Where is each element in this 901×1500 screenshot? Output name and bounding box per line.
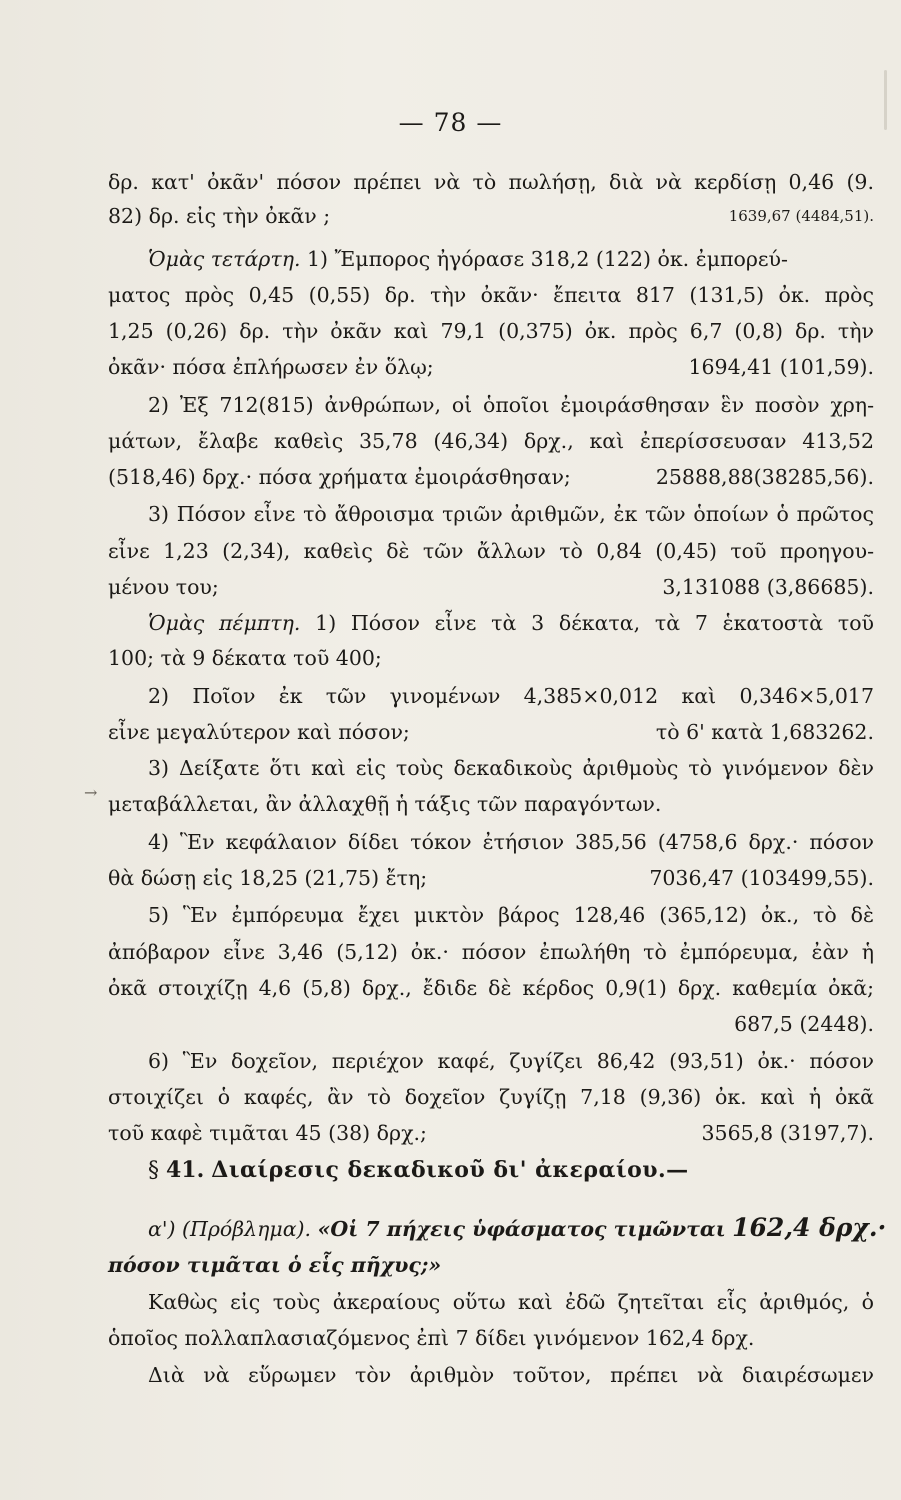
text-line: 2) Ἐξ 712(815) ἀνθρώπων, οἱ ὁποῖοι ἐμοιράσθησαν ἓν ποσὸν χρη-: [148, 393, 874, 417]
text-line: 5) Ἓν ἐμπόρευμα ἔχει μικτὸν βάρος 128,46 (365,12) ὀκ., τὸ δὲ: [148, 903, 874, 927]
text-line: μάτων, ἔλαβε καθεὶς 35,78 (46,34) δρχ., καὶ ἐπερίσσευσαν 413,52: [108, 429, 874, 453]
text-line: 82) δρ. εἰς τὴν ὀκᾶν ; 1639,67 (4484,51).: [108, 204, 874, 228]
text-line: εἶνε 1,23 (2,34), καθεὶς δὲ τῶν ἄλλων τὸ 0,84 (0,45) τοῦ προηγου-: [108, 539, 874, 563]
text-line: Ὁμὰς τετάρτη. 1) Ἔμπορος ἠγόρασε 318,2 (122) ὀκ. ἐμπορεύ-: [148, 247, 788, 271]
page-smudge: [884, 70, 887, 130]
section-heading: [148, 1150, 689, 1190]
text-line: 3) Δείξατε ὅτι καὶ εἰς τοὺς δεκαδικοὺς ἀριθμοὺς τὸ γινόμενον δὲν: [148, 756, 874, 780]
text-line: ὁποῖος πολλαπλασιαζόμενος ἐπὶ 7 δίδει γινόμενον 162,4 δρχ.: [108, 1326, 755, 1350]
text-line: ἀπόβαρον εἶνε 3,46 (5,12) ὀκ.· πόσον ἐπωλήθη τὸ ἐμπόρευμα, ἐὰν ἡ: [108, 940, 874, 964]
text-line: 100; τὰ 9 δέκατα τοῦ 400;: [108, 646, 382, 670]
text-line: 3) Πόσον εἶνε τὸ ἄθροισμα τριῶν ἀριθμῶν, ἐκ τῶν ὁποίων ὁ πρῶτος: [148, 502, 874, 526]
text-line: Διὰ νὰ εὕρωμεν τὸν ἀριθμὸν τοῦτον, πρέπει νὰ διαιρέσωμεν: [148, 1363, 874, 1387]
text-line: εἶνε μεγαλύτερον καὶ πόσον; τὸ 6' κατὰ 1,683262.: [108, 720, 874, 744]
problem-label: α') (Πρόβλημα).: [148, 1217, 312, 1241]
text-line: 2) Ποῖον ἐκ τῶν γινομένων 4,385×0,012 καὶ 0,346×5,017: [148, 684, 874, 708]
text-line: ματος πρὸς 0,45 (0,55) δρ. τὴν ὀκᾶν· ἔπειτα 817 (131,5) ὀκ. πρὸς: [108, 283, 874, 307]
text-line: μένου του; 3,131088 (3,86685).: [108, 575, 874, 599]
text-line: τοῦ καφὲ τιμᾶται 45 (38) δρχ.; 3565,8 (3197,7).: [108, 1121, 874, 1145]
text-line: μεταβάλλεται, ἂν ἀλλαχθῇ ἡ τάξις τῶν παραγόντων.: [108, 792, 662, 816]
text-line: θὰ δώσῃ εἰς 18,25 (21,75) ἔτη; 7036,47 (103499,55).: [108, 866, 874, 890]
section-number: 41.: [166, 1157, 205, 1183]
text-line: ὀκᾶν· πόσα ἐπλήρωσεν ἐν ὅλῳ; 1694,41 (101,59).: [108, 355, 874, 379]
page-number: — 78 —: [398, 108, 503, 137]
text-line: 1,25 (0,26) δρ. τὴν ὀκᾶν καὶ 79,1 (0,375) ὀκ. πρὸς 6,7 (0,8) δρ. τὴν: [108, 319, 874, 343]
text-line: ὀκᾶ στοιχίζῃ 4,6 (5,8) δρχ., ἔδιδε δὲ κέρδος 0,9(1) δρχ. καθεμία ὀκᾶ;: [108, 976, 874, 1000]
text-line: 4) Ἓν κεφάλαιον δίδει τόκον ἐτήσιον 385,56 (4758,6 δρχ.· πόσον: [148, 830, 874, 854]
problem-statement: [108, 1210, 887, 1246]
problem-quote-a: «Οἱ 7 πήχεις ὑφάσματος τιμῶνται: [317, 1217, 726, 1241]
text-line: Ὁμὰς πέμπτη. 1) Πόσον εἶνε τὰ 3 δέκατα, τὰ 7 ἑκατοστὰ τοῦ: [148, 611, 874, 635]
text-line: 687,5 (2448).: [734, 1012, 874, 1036]
problem-quote-b: πόσον τιμᾶται ὁ εἷς πῆχυς;»: [108, 1253, 442, 1277]
section-symbol: §: [148, 1158, 159, 1183]
text-line: Καθὼς εἰς τοὺς ἀκεραίους οὕτω καὶ ἐδῶ ζητεῖται εἷς ἀριθμός, ὁ: [148, 1290, 874, 1314]
problem-quote-number: 162,4 δρχ.·: [732, 1213, 887, 1242]
margin-mark: →: [84, 783, 98, 802]
text-line: 6) Ἓν δοχεῖον, περιέχον καφέ, ζυγίζει 86,42 (93,51) ὀκ.· πόσον: [148, 1049, 874, 1073]
text-line: (518,46) δρχ.· πόσα χρήματα ἐμοιράσθησαν; 25888,88(38285,56).: [108, 465, 874, 489]
text-line: στοιχίζει ὁ καφές, ἂν τὸ δοχεῖον ζυγίζῃ 7,18 (9,36) ὀκ. καὶ ἡ ὀκᾶ: [108, 1085, 874, 1109]
text-line: δρ. κατ' ὀκᾶν' πόσον πρέπει νὰ τὸ πωλήσῃ, διὰ νὰ κερδίσῃ 0,46 (9.: [108, 170, 874, 194]
text-line: [108, 1247, 874, 1283]
section-title: Διαίρεσις δεκαδικοῦ δι' ἀκεραίου.—: [211, 1157, 689, 1183]
